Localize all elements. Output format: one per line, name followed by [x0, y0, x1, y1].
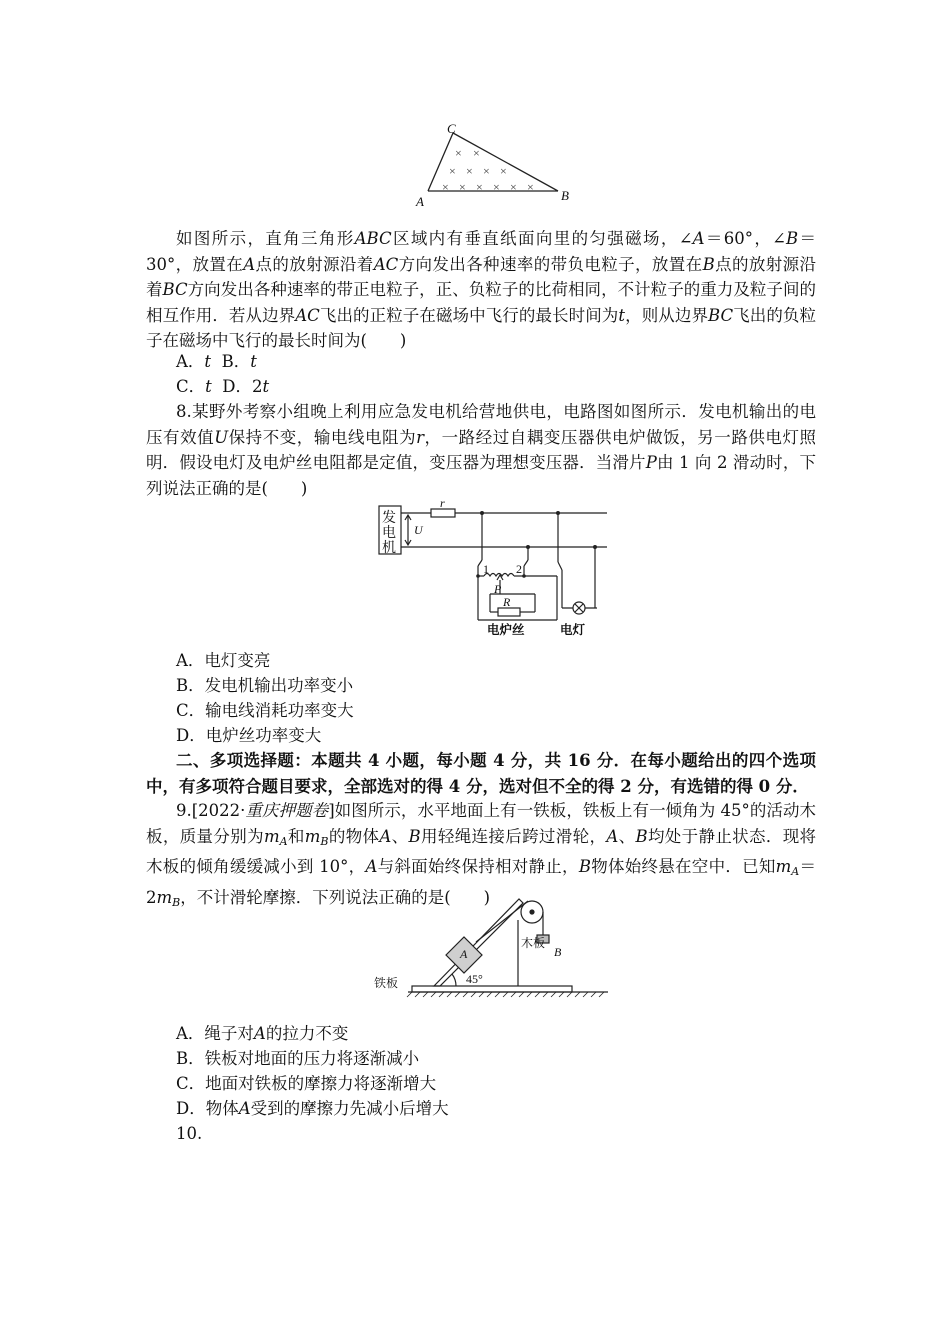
q9-option-a: A．绳子对A的拉力不变 — [176, 1024, 349, 1043]
cross: × — [459, 180, 466, 194]
cross: × — [473, 146, 480, 160]
q8-option-c: C．输电线消耗功率变大 — [176, 701, 354, 720]
cross: × — [466, 164, 473, 178]
label-u: U — [414, 523, 423, 537]
generator-char: 机 — [382, 541, 396, 556]
q7-options-ab: A．t B．t — [176, 352, 257, 371]
cross: × — [476, 180, 483, 194]
resistor-stove — [498, 608, 520, 616]
label-a: A — [416, 194, 424, 209]
label-r: r — [440, 500, 445, 510]
edge-cb — [453, 133, 558, 191]
label-angle: 45° — [466, 972, 483, 986]
cross: × — [510, 180, 517, 194]
triangle-field-figure — [410, 120, 590, 212]
q9-option-c: C．地面对铁板的摩擦力将逐渐增大 — [176, 1074, 437, 1093]
cross: × — [527, 180, 534, 194]
generator-char: 电 — [382, 526, 396, 541]
q10-number: 10. — [176, 1124, 203, 1143]
label-board: 木板 — [521, 936, 546, 950]
cross: × — [455, 146, 462, 160]
q8-option-d: D．电炉丝功率变大 — [176, 726, 322, 745]
circuit-figure — [375, 500, 615, 640]
label-c: C — [447, 121, 456, 136]
label-stove: 电炉丝 — [487, 623, 525, 637]
cross: × — [442, 180, 449, 194]
label-b: B — [554, 945, 562, 959]
cross: × — [483, 164, 490, 178]
label-lamp: 电灯 — [560, 623, 586, 637]
generator-char: 发 — [382, 511, 396, 526]
incline-pulley-figure — [372, 890, 612, 998]
cross: × — [500, 164, 507, 178]
label-a: A — [460, 947, 468, 961]
label-b: B — [561, 188, 569, 203]
label-p: P — [494, 582, 502, 596]
q8-option-a: A．电灯变亮 — [176, 651, 271, 670]
q8-stem: 8.某野外考察小组晚上利用应急发电机给营地供电，电路图如图所示．发电机输出的电压有效值U保持不变，输电线电阻为r，一路经过自耦变压器供电炉做饭，另一路供电灯照明．假设电灯及电炉丝电阻都是定值，变压器为理想变压器．当滑片P由 1 向 2 滑动时，下列说法正确的是( ) — [146, 402, 817, 498]
label-rr: R — [503, 595, 511, 609]
label-iron: 铁板 — [374, 976, 399, 990]
edge-ac — [428, 133, 453, 191]
q7-stem: 如图所示，直角三角形ABC区域内有垂直纸面向里的匀强磁场，∠A＝60°，∠B＝30°，放置在A点的放射源沿着AC方向发出各种速率的带负电粒子，放置在B点的放射源沿着BC方向发出各种速率的带正电粒子，正、负粒子的比荷相同，不计粒子的重力及粒子间的相互作用．若从边界AC飞出的正粒子在磁场中飞行的最长时间为t，则从边界BC飞出的负粒子在磁场中飞行的最长时间为( ) — [146, 229, 817, 350]
section-2-heading: 二、多项选择题：本题共 4 小题，每小题 4 分，共 16 分．在每小题给出的四个选项中，有多项符合题目要求，全部选对的得 4 分，选对但不全的得 2 分，有选错的得 0 分． — [146, 751, 816, 796]
q9-option-b: B．铁板对地面的压力将逐渐减小 — [176, 1049, 420, 1068]
iron-plate — [412, 986, 572, 992]
q9-option-d: D．物体A受到的摩擦力先减小后增大 — [176, 1099, 449, 1118]
q7-options-cd: C．t D．2t — [176, 377, 270, 396]
q8-option-b: B．发电机输出功率变小 — [176, 676, 354, 695]
q9-stem: 9.[2022·重庆押题卷]如图所示，水平地面上有一铁板，铁板上有一倾角为 45°的活动木板，质量分别为$m_A$和$m_B$的物体A、B用轻绳连接后跨过滑轮，A、B均处于静止状态．现将木板的倾角缓缓减小到 10°，A与斜面始终保持相对静止，B物体始终悬在空中．已知$m_A=2m_B$，不计滑轮摩擦．下列说法正确的是( ) — [146, 801, 817, 909]
resistor-r — [431, 509, 455, 517]
cross: × — [493, 180, 500, 194]
label-2: 2 — [516, 562, 522, 576]
cross: × — [449, 164, 456, 178]
label-1: 1 — [483, 562, 489, 576]
